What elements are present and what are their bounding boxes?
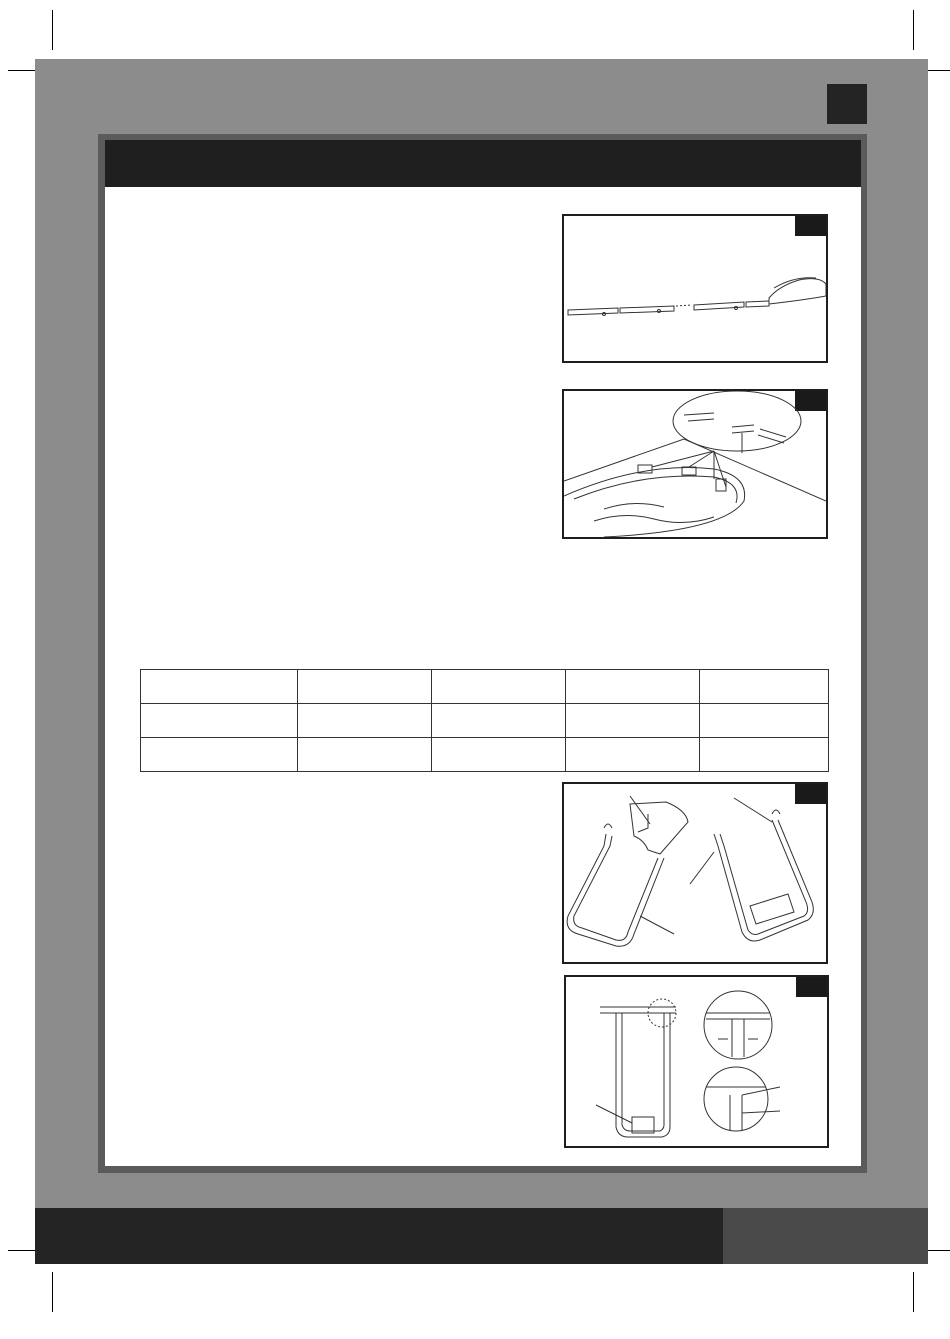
figure-4-illustration <box>566 977 827 1146</box>
figure-4 <box>564 975 829 1148</box>
table-cell <box>141 670 298 704</box>
figure-3-illustration <box>564 784 826 962</box>
table-row <box>141 738 829 772</box>
figure-1 <box>562 214 828 363</box>
table-row <box>141 670 829 704</box>
figure-2 <box>562 389 828 539</box>
crop-mark <box>913 10 914 50</box>
figure-2-illustration <box>564 391 826 537</box>
page-number-badge <box>827 84 867 124</box>
table-cell <box>298 704 432 738</box>
table-cell <box>298 738 432 772</box>
figure-3 <box>562 782 828 964</box>
table-cell <box>566 670 700 704</box>
table-cell <box>432 670 566 704</box>
table-cell <box>700 738 829 772</box>
footer-bar <box>35 1208 723 1264</box>
table-cell <box>700 670 829 704</box>
table-cell <box>566 704 700 738</box>
table-cell <box>141 738 298 772</box>
spec-table <box>140 669 829 772</box>
table-cell <box>700 704 829 738</box>
table-cell <box>566 738 700 772</box>
table-cell <box>432 738 566 772</box>
section-header-bar <box>105 140 861 187</box>
table-cell <box>432 704 566 738</box>
table-row <box>141 704 829 738</box>
footer-tab <box>723 1208 928 1264</box>
figure-1-illustration <box>564 216 826 361</box>
table-cell <box>298 670 432 704</box>
crop-mark <box>52 10 53 50</box>
table-cell <box>141 704 298 738</box>
crop-mark <box>52 1272 53 1312</box>
crop-mark <box>913 1272 914 1312</box>
